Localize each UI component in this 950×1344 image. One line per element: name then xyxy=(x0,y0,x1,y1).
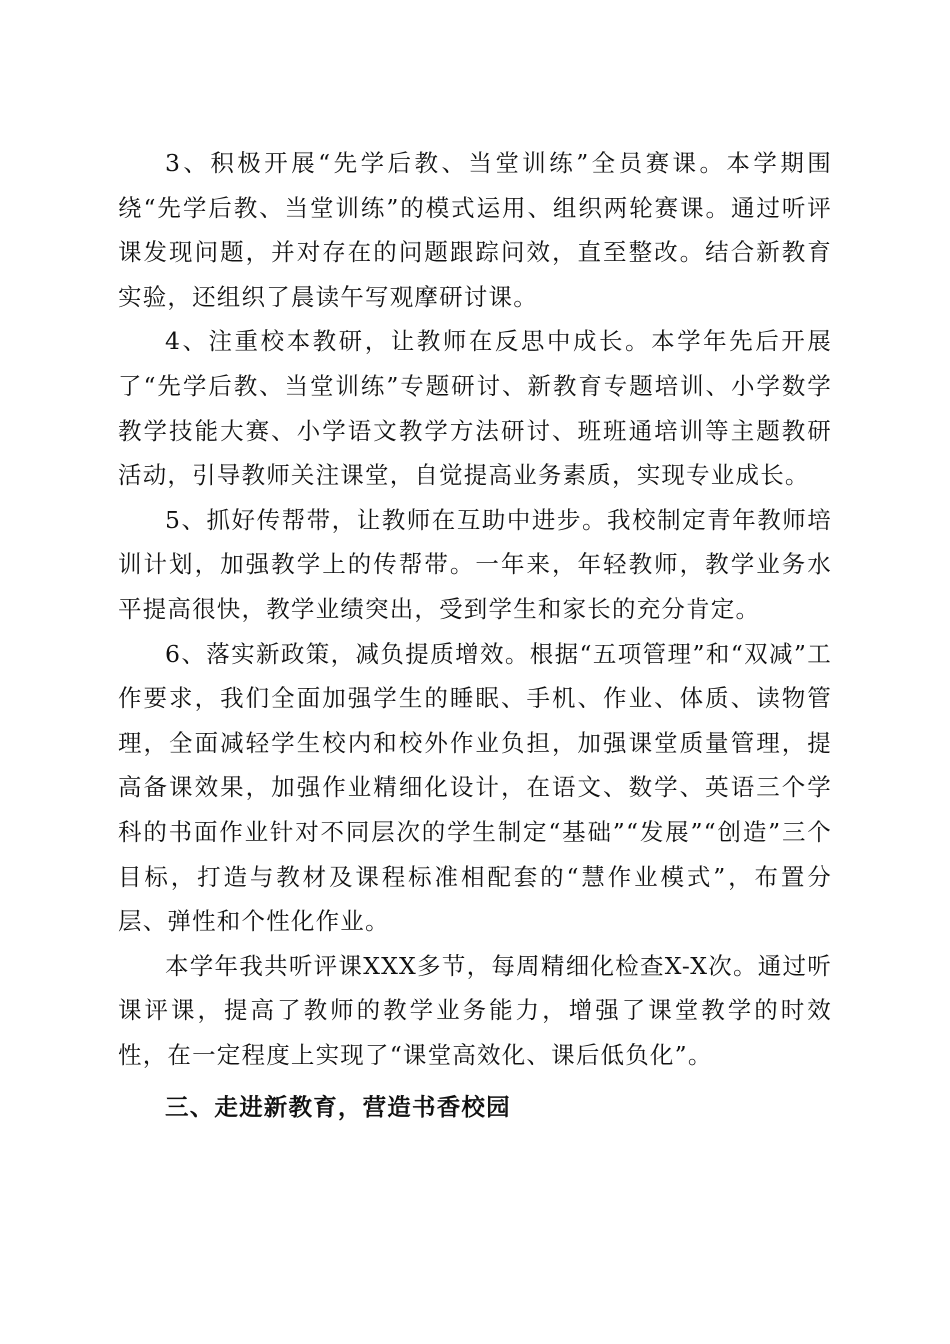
paragraph-item-3: 3、积极开展“先学后教、当堂训练”全员赛课。本学期围绕“先学后教、当堂训练”的模式运用、组织两轮赛课。通过听评课发现问题，并对存在的问题跟踪问效，直至整改。结合新教育实验，还组织了晨读午写观摩研讨课。 xyxy=(118,149,832,311)
paragraph-item-4: 4、注重校本教研，让教师在反思中成长。本学年先后开展了“先学后教、当堂训练”专题研讨、新教育专题培训、小学数学教学技能大赛、小学语文教学方法研讨、班班通培训等主题教研活动，引导教师关注课堂，自觉提高业务素质，实现专业成长。 xyxy=(118,327,832,490)
paragraph-item-6: 6、落实新政策，减负提质增效。根据“五项管理”和“双减”工作要求，我们全面加强学生的睡眠、手机、作业、体质、读物管理，全面减轻学生校内和校外作业负担，加强课堂质量管理，提高备课效果，加强作业精细化设计，在语文、数学、英语三个学科的书面作业针对不同层次的学生制定“基础”“发展”“创造”三个目标，打造与教材及课程标准相配套的“慧作业模式”，布置分层、弹性和个性化作业。 xyxy=(118,639,832,936)
section-heading: 三、走进新教育，营造书香校园 xyxy=(165,1093,511,1122)
paragraph-item-5: 5、抓好传帮带，让教师在互助中进步。我校制定青年教师培训计划，加强教学上的传帮带。一年来，年轻教师，教学业务水平提高很快，教学业绩突出，受到学生和家长的充分肯定。 xyxy=(118,505,832,623)
document-body xyxy=(118,141,832,1130)
paragraph-summary: 本学年我共听评课XXX多节，每周精细化检查X-X次。通过听课评课，提高了教师的教学业务能力，增强了课堂教学的时效性，在一定程度上实现了“课堂高效化、课后低负化”。 xyxy=(118,951,832,1069)
